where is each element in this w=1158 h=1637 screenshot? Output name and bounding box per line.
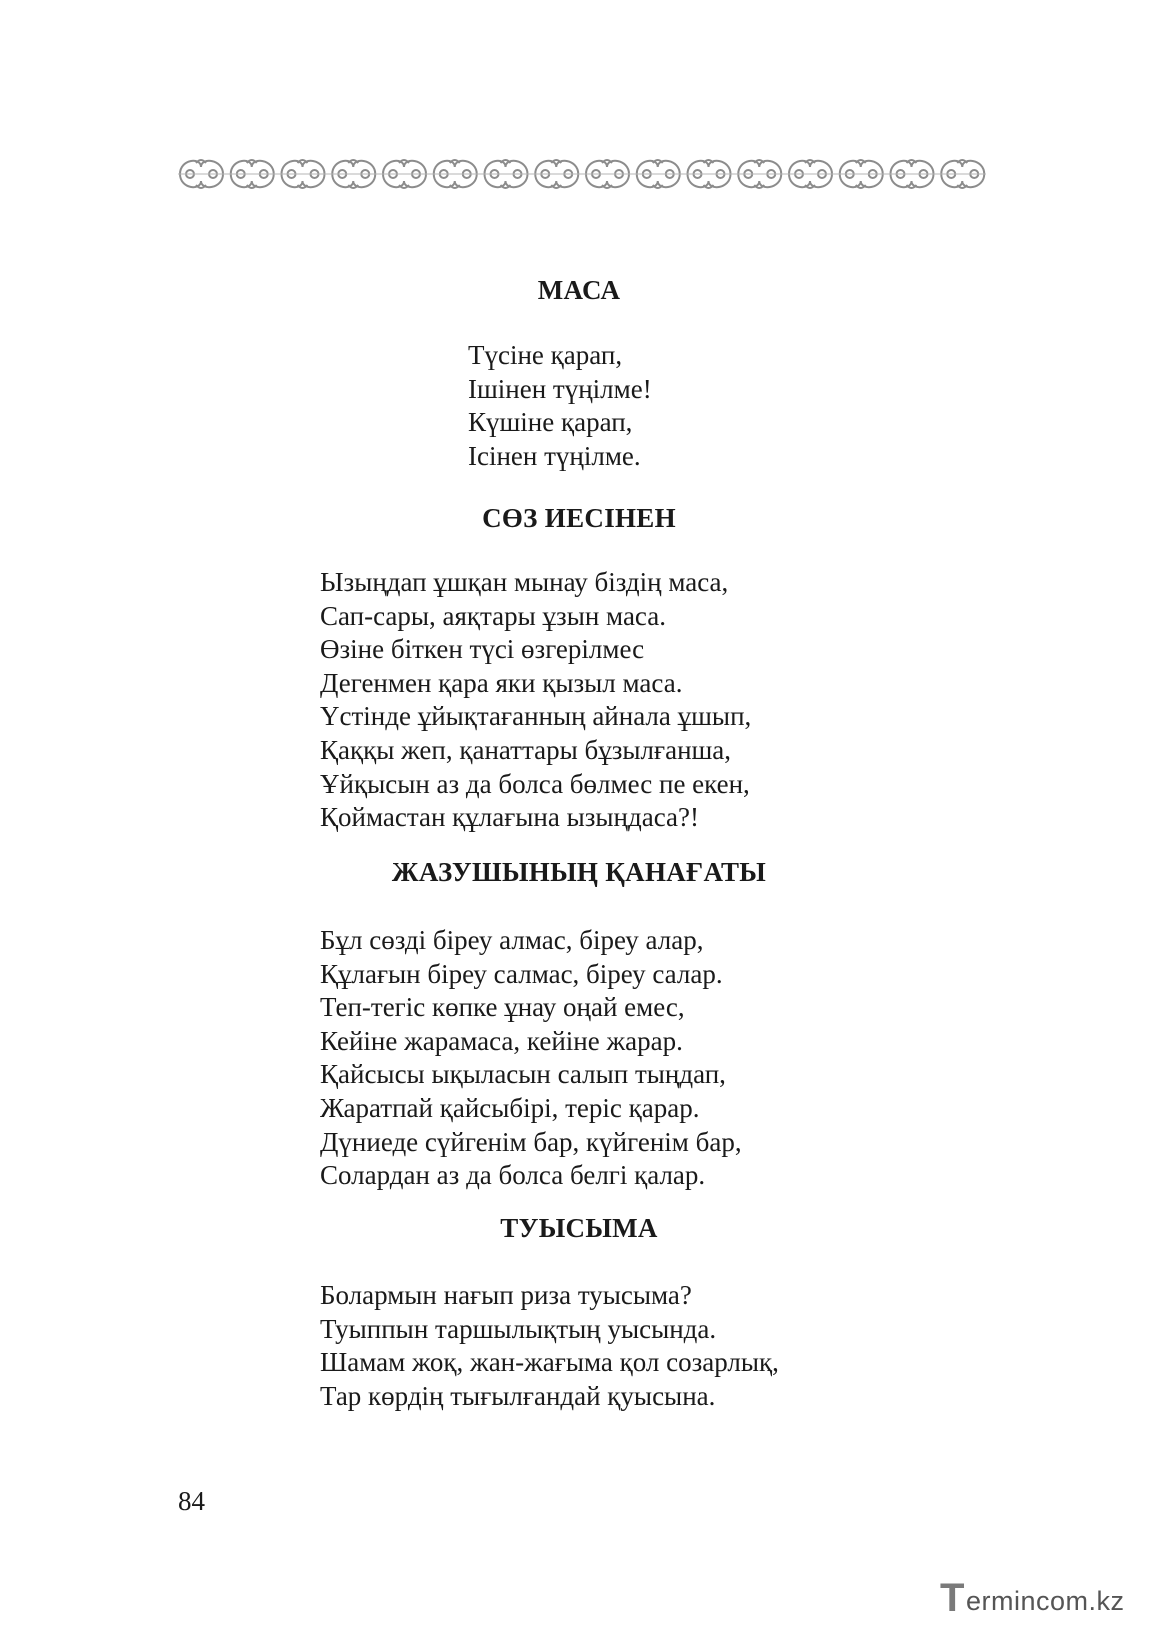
verse-line: Қоймастан құлағына ызыңдаса?! (320, 802, 700, 833)
verse-line: Туыппын таршылықтың уысында. (320, 1313, 717, 1344)
verse-line: Ісінен түңілме. (468, 440, 641, 471)
verse-line: Қайсысы ықыласын салып тыңдап, (320, 1059, 726, 1090)
watermark-initial: T (940, 1576, 965, 1620)
poem-body-masa (468, 339, 652, 473)
verse-line: Болармын нағып риза туысыма? (320, 1280, 692, 1310)
verse-line: Ішінен түңілме! (468, 373, 652, 404)
verse-line: Солардан аз да болса белгі қалар. (320, 1160, 706, 1191)
verse-line: Тар көрдің тығылғандай қуысына. (320, 1380, 716, 1411)
watermark-text: ermincom.kz (966, 1586, 1125, 1616)
watermark-logo (940, 1574, 1140, 1624)
verse-line: Шамам жоқ, жан-жағыма қол созарлық, (320, 1347, 779, 1378)
verse-line: Ұйқысын аз да болса бөлмес пе екен, (320, 768, 750, 799)
verse-line: Күшіне қарап, (468, 407, 633, 438)
ornamental-border (176, 153, 988, 195)
page-number: 84 (178, 1486, 205, 1516)
poem-title-soz-iesinen: СӨЗ ИЕСІНЕН (482, 503, 676, 533)
verse-line: Жаратпай қайсыбірі, теріс қарар. (320, 1092, 700, 1123)
verse-line: Сап-сары, аяқтары ұзын маса. (320, 600, 666, 631)
verse-line: Кейіне жарамаса, кейіне жарар. (320, 1025, 683, 1056)
verse-line: Үстінде ұйықтағанның айнала ұшып, (320, 701, 752, 732)
verse-line: Қаққы жеп, қанаттары бұзылғанша, (320, 734, 732, 765)
verse-line: Құлағын біреу салмас, біреу салар. (320, 958, 723, 989)
poem-title-tuysyma: ТУЫСЫМА (500, 1213, 658, 1243)
verse-line: Теп-тегіс көпке ұнау оңай емес, (320, 992, 685, 1023)
verse-line: Түсіне қарап, (468, 340, 623, 370)
verse-line: Өзіне біткен түсі өзгерілмес (320, 634, 645, 665)
poem-body-zhazushynyn-kanagaty (320, 924, 742, 1193)
verse-line: Ызыңдап ұшқан мынау біздің маса, (320, 567, 729, 597)
verse-line: Дүниеде сүйгенім бар, күйгенім бар, (320, 1126, 742, 1157)
verse-line: Бұл сөзді біреу алмас, біреу алар, (320, 925, 704, 955)
poem-title-masa: МАСА (537, 275, 621, 305)
poem-body-tuysyma (320, 1279, 779, 1413)
poem-title-zhazushynyn-kanagaty: ЖАЗУШЫНЫҢ ҚАНАҒАТЫ (391, 857, 767, 887)
poem-body-soz-iesinen (320, 566, 751, 835)
verse-line: Дегенмен қара яки қызыл маса. (320, 667, 683, 698)
